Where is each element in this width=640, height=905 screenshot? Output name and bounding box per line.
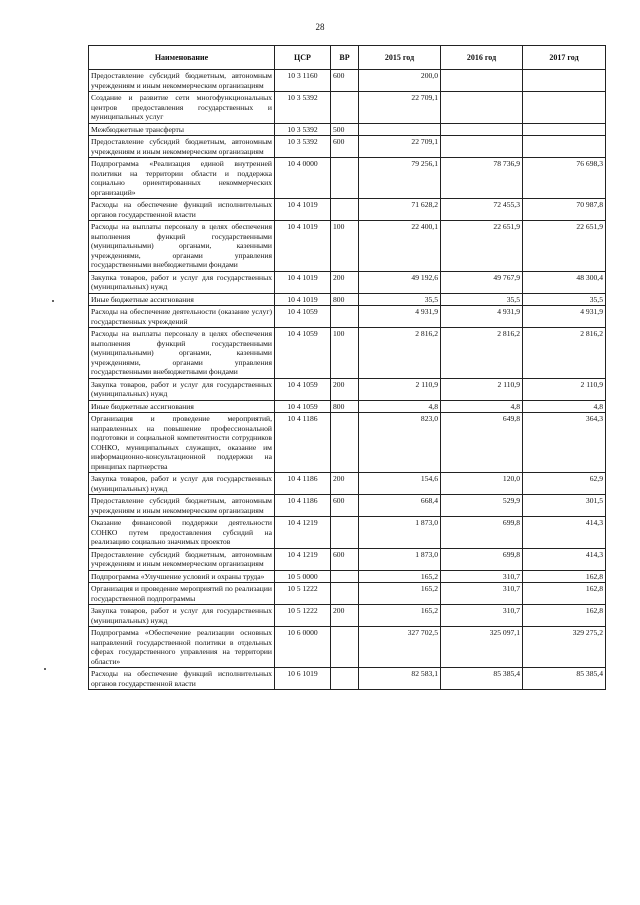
cell-v2017: 2 816,2 bbox=[523, 328, 606, 379]
cell-v2016: 49 767,9 bbox=[441, 271, 523, 293]
cell-v2015: 35,5 bbox=[359, 293, 441, 306]
table-row bbox=[89, 293, 606, 306]
cell-v2016: 4 931,9 bbox=[441, 306, 523, 328]
table-row bbox=[89, 70, 606, 92]
cell-csr: 10 4 1186 bbox=[275, 473, 331, 495]
cell-v2015: 22 709,1 bbox=[359, 136, 441, 158]
header-name: Наименование bbox=[89, 46, 275, 70]
cell-name: Подпрограмма «Обеспечение реализации основных направлений государственной политики в отдельных сферах государственного управления на территории области» bbox=[89, 627, 275, 668]
cell-name: Закупка товаров, работ и услуг для государственных (муниципальных) нужд bbox=[89, 473, 275, 495]
cell-csr: 10 4 1059 bbox=[275, 378, 331, 400]
cell-v2016: 310,7 bbox=[441, 570, 523, 583]
cell-csr: 10 4 1019 bbox=[275, 271, 331, 293]
cell-vr: 200 bbox=[331, 271, 359, 293]
cell-v2015: 79 256,1 bbox=[359, 158, 441, 199]
table-row bbox=[89, 199, 606, 221]
cell-csr: 10 6 0000 bbox=[275, 627, 331, 668]
cell-v2017 bbox=[523, 123, 606, 136]
cell-v2017: 4,8 bbox=[523, 400, 606, 413]
cell-csr: 10 4 1059 bbox=[275, 400, 331, 413]
cell-csr: 10 3 1160 bbox=[275, 70, 331, 92]
cell-csr: 10 4 1186 bbox=[275, 413, 331, 473]
cell-v2015: 71 628,2 bbox=[359, 199, 441, 221]
cell-name: Предоставление субсидий бюджетным, автономным учреждениям и иным некоммерческим организациям bbox=[89, 70, 275, 92]
table-row bbox=[89, 495, 606, 517]
cell-v2016: 35,5 bbox=[441, 293, 523, 306]
cell-v2017: 22 651,9 bbox=[523, 221, 606, 272]
cell-v2017: 70 987,8 bbox=[523, 199, 606, 221]
cell-csr: 10 4 1219 bbox=[275, 548, 331, 570]
cell-v2017: 329 275,2 bbox=[523, 627, 606, 668]
cell-v2015 bbox=[359, 123, 441, 136]
cell-v2016: 85 385,4 bbox=[441, 668, 523, 690]
table-row bbox=[89, 136, 606, 158]
cell-vr bbox=[331, 627, 359, 668]
cell-name: Межбюджетные трансферты bbox=[89, 123, 275, 136]
cell-name: Закупка товаров, работ и услуг для государственных (муниципальных) нужд bbox=[89, 378, 275, 400]
cell-csr: 10 5 1222 bbox=[275, 583, 331, 605]
cell-vr bbox=[331, 570, 359, 583]
cell-name: Расходы на обеспечение функций исполнительных органов государственной власти bbox=[89, 199, 275, 221]
cell-v2016: 78 736,9 bbox=[441, 158, 523, 199]
cell-vr bbox=[331, 199, 359, 221]
cell-vr bbox=[331, 668, 359, 690]
cell-vr: 800 bbox=[331, 293, 359, 306]
table-row bbox=[89, 271, 606, 293]
cell-v2015: 165,2 bbox=[359, 605, 441, 627]
cell-v2017: 35,5 bbox=[523, 293, 606, 306]
cell-v2015: 154,6 bbox=[359, 473, 441, 495]
cell-v2016: 649,8 bbox=[441, 413, 523, 473]
cell-csr: 10 4 1059 bbox=[275, 328, 331, 379]
cell-v2016: 72 455,3 bbox=[441, 199, 523, 221]
table-row bbox=[89, 583, 606, 605]
cell-csr: 10 4 1019 bbox=[275, 221, 331, 272]
cell-v2016: 699,8 bbox=[441, 517, 523, 549]
cell-v2017: 2 110,9 bbox=[523, 378, 606, 400]
table-row bbox=[89, 517, 606, 549]
cell-vr: 500 bbox=[331, 123, 359, 136]
table-row bbox=[89, 328, 606, 379]
cell-v2017: 48 300,4 bbox=[523, 271, 606, 293]
cell-v2017 bbox=[523, 70, 606, 92]
cell-name: Расходы на обеспечение деятельности (оказание услуг) государственных учреждений bbox=[89, 306, 275, 328]
cell-v2015: 200,0 bbox=[359, 70, 441, 92]
cell-name: Расходы на обеспечение функций исполнительных органов государственной власти bbox=[89, 668, 275, 690]
cell-v2016: 2 816,2 bbox=[441, 328, 523, 379]
cell-vr bbox=[331, 306, 359, 328]
cell-v2016: 22 651,9 bbox=[441, 221, 523, 272]
cell-csr: 10 3 5392 bbox=[275, 92, 331, 124]
cell-v2017 bbox=[523, 92, 606, 124]
cell-v2015: 2 110,9 bbox=[359, 378, 441, 400]
cell-v2015: 4,8 bbox=[359, 400, 441, 413]
cell-v2017: 414,3 bbox=[523, 548, 606, 570]
cell-csr: 10 4 1186 bbox=[275, 495, 331, 517]
cell-v2015: 1 873,0 bbox=[359, 548, 441, 570]
cell-name: Закупка товаров, работ и услуг для государственных (муниципальных) нужд bbox=[89, 271, 275, 293]
cell-name: Предоставление субсидий бюджетным, автономным учреждениям и иным некоммерческим организациям bbox=[89, 495, 275, 517]
cell-v2015: 22 400,1 bbox=[359, 221, 441, 272]
table-row bbox=[89, 605, 606, 627]
cell-v2017: 162,8 bbox=[523, 570, 606, 583]
cell-v2015: 327 702,5 bbox=[359, 627, 441, 668]
cell-v2016: 2 110,9 bbox=[441, 378, 523, 400]
cell-vr bbox=[331, 413, 359, 473]
cell-vr: 600 bbox=[331, 548, 359, 570]
cell-csr: 10 6 1019 bbox=[275, 668, 331, 690]
cell-v2017: 76 698,3 bbox=[523, 158, 606, 199]
cell-vr: 600 bbox=[331, 70, 359, 92]
cell-vr: 200 bbox=[331, 473, 359, 495]
cell-v2017: 162,8 bbox=[523, 605, 606, 627]
cell-v2016 bbox=[441, 136, 523, 158]
cell-vr bbox=[331, 158, 359, 199]
cell-v2017: 62,9 bbox=[523, 473, 606, 495]
table-row bbox=[89, 473, 606, 495]
cell-vr: 100 bbox=[331, 221, 359, 272]
cell-vr: 800 bbox=[331, 400, 359, 413]
cell-v2015: 1 873,0 bbox=[359, 517, 441, 549]
cell-name: Подпрограмма «Улучшение условий и охраны труда» bbox=[89, 570, 275, 583]
cell-v2017 bbox=[523, 136, 606, 158]
header-2016: 2016 год bbox=[441, 46, 523, 70]
cell-v2017: 301,5 bbox=[523, 495, 606, 517]
cell-v2017: 85 385,4 bbox=[523, 668, 606, 690]
cell-v2015: 82 583,1 bbox=[359, 668, 441, 690]
cell-csr: 10 4 0000 bbox=[275, 158, 331, 199]
table-row bbox=[89, 158, 606, 199]
table-row bbox=[89, 548, 606, 570]
table-row bbox=[89, 92, 606, 124]
cell-name: Предоставление субсидий бюджетным, автономным учреждениям и иным некоммерческим организациям bbox=[89, 548, 275, 570]
cell-vr: 100 bbox=[331, 328, 359, 379]
cell-name: Создание и развитие сети многофункциональных центров предоставления государственных и муниципальных услуг bbox=[89, 92, 275, 124]
cell-vr: 200 bbox=[331, 605, 359, 627]
header-2015: 2015 год bbox=[359, 46, 441, 70]
table-header-row bbox=[89, 46, 606, 70]
cell-v2015: 2 816,2 bbox=[359, 328, 441, 379]
cell-csr: 10 3 5392 bbox=[275, 136, 331, 158]
cell-v2016: 310,7 bbox=[441, 583, 523, 605]
cell-name: Оказание финансовой поддержки деятельности СОНКО путем предоставления субсидий на реализацию социально значимых проектов bbox=[89, 517, 275, 549]
cell-name: Иные бюджетные ассигнования bbox=[89, 293, 275, 306]
table-row bbox=[89, 123, 606, 136]
cell-vr bbox=[331, 92, 359, 124]
budget-table bbox=[88, 45, 606, 690]
table-row bbox=[89, 413, 606, 473]
cell-vr bbox=[331, 583, 359, 605]
cell-v2017: 162,8 bbox=[523, 583, 606, 605]
table-row bbox=[89, 306, 606, 328]
table-row bbox=[89, 668, 606, 690]
cell-v2016: 120,0 bbox=[441, 473, 523, 495]
scan-speck bbox=[52, 300, 54, 302]
cell-name: Организация и проведение мероприятий, направленных на повышение профессиональной подготовки и социальной компетентности сотрудников СОНКО, муниципальных служащих, оказание им информационно-консультационной поддержки на принципах партнерства bbox=[89, 413, 275, 473]
cell-name: Подпрограмма «Реализация единой внутренней политики на территории области и поддержка социально ориентированных некоммерческих организаций» bbox=[89, 158, 275, 199]
cell-name: Предоставление субсидий бюджетным, автономным учреждениям и иным некоммерческим организациям bbox=[89, 136, 275, 158]
cell-v2016: 529,9 bbox=[441, 495, 523, 517]
cell-v2015: 22 709,1 bbox=[359, 92, 441, 124]
cell-csr: 10 5 1222 bbox=[275, 605, 331, 627]
cell-csr: 10 3 5392 bbox=[275, 123, 331, 136]
scan-speck bbox=[44, 668, 46, 670]
cell-csr: 10 5 0000 bbox=[275, 570, 331, 583]
cell-v2016 bbox=[441, 70, 523, 92]
cell-v2016: 699,8 bbox=[441, 548, 523, 570]
cell-v2016: 310,7 bbox=[441, 605, 523, 627]
table-row bbox=[89, 221, 606, 272]
cell-name: Расходы на выплаты персоналу в целях обеспечения выполнения функций государственными (муниципальными) органами, казенными учреждениями, органами управления государственными внебюджетными фондами bbox=[89, 221, 275, 272]
cell-v2016 bbox=[441, 92, 523, 124]
header-2017: 2017 год bbox=[523, 46, 606, 70]
cell-v2016: 4,8 bbox=[441, 400, 523, 413]
cell-v2015: 668,4 bbox=[359, 495, 441, 517]
table-row bbox=[89, 378, 606, 400]
cell-name: Расходы на выплаты персоналу в целях обеспечения выполнения функций государственными (муниципальными) органами, казенными учреждениями, органами управления государственными внебюджетными фондами bbox=[89, 328, 275, 379]
cell-csr: 10 4 1019 bbox=[275, 199, 331, 221]
cell-v2015: 165,2 bbox=[359, 570, 441, 583]
cell-v2016: 325 097,1 bbox=[441, 627, 523, 668]
cell-v2017: 4 931,9 bbox=[523, 306, 606, 328]
cell-vr: 600 bbox=[331, 495, 359, 517]
header-csr: ЦСР bbox=[275, 46, 331, 70]
table-row bbox=[89, 570, 606, 583]
cell-csr: 10 4 1019 bbox=[275, 293, 331, 306]
cell-csr: 10 4 1219 bbox=[275, 517, 331, 549]
cell-csr: 10 4 1059 bbox=[275, 306, 331, 328]
cell-v2016 bbox=[441, 123, 523, 136]
cell-v2015: 165,2 bbox=[359, 583, 441, 605]
cell-name: Организация и проведение мероприятий по реализации государственной подпрограммы bbox=[89, 583, 275, 605]
cell-v2017: 364,3 bbox=[523, 413, 606, 473]
page-number: 28 bbox=[315, 22, 325, 32]
cell-v2015: 49 192,6 bbox=[359, 271, 441, 293]
header-vr: ВР bbox=[331, 46, 359, 70]
cell-vr bbox=[331, 517, 359, 549]
cell-vr: 600 bbox=[331, 136, 359, 158]
cell-vr: 200 bbox=[331, 378, 359, 400]
table-row bbox=[89, 400, 606, 413]
cell-name: Закупка товаров, работ и услуг для государственных (муниципальных) нужд bbox=[89, 605, 275, 627]
table-row bbox=[89, 627, 606, 668]
cell-name: Иные бюджетные ассигнования bbox=[89, 400, 275, 413]
cell-v2017: 414,3 bbox=[523, 517, 606, 549]
cell-v2015: 823,0 bbox=[359, 413, 441, 473]
cell-v2015: 4 931,9 bbox=[359, 306, 441, 328]
